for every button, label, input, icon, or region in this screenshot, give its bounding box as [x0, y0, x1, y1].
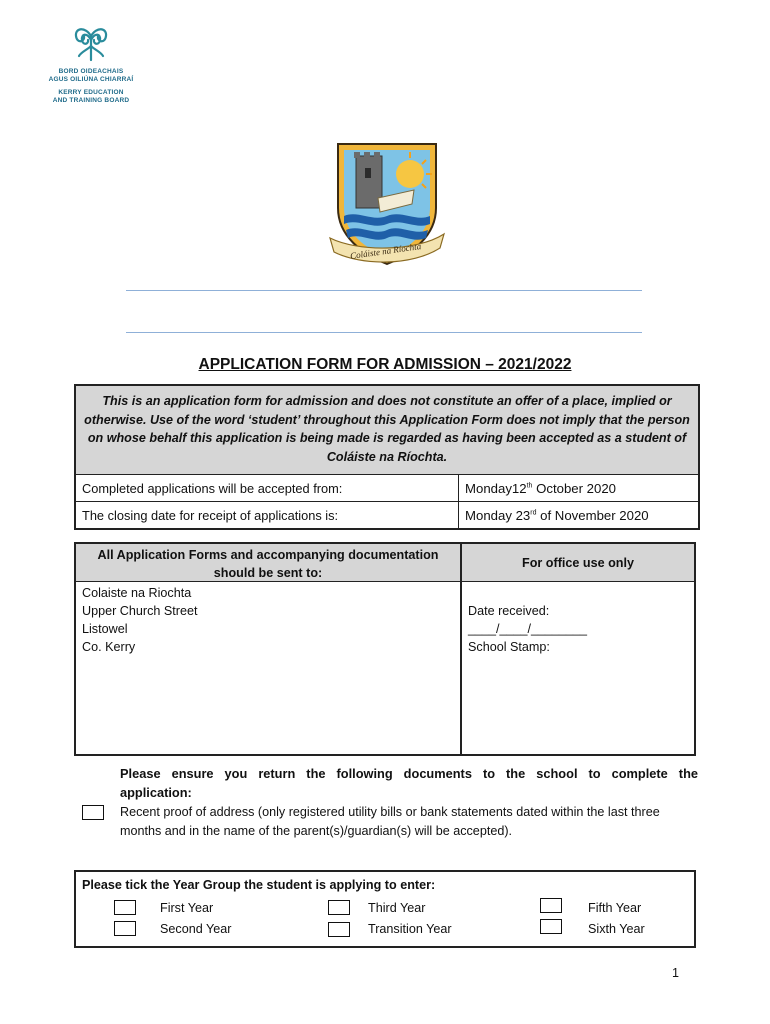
school-crest-icon	[328, 138, 446, 268]
date-suffix: rd	[530, 509, 537, 517]
office-use-column	[462, 544, 694, 754]
date-suffix: th	[526, 482, 533, 490]
documents-heading: Please ensure you return the following documents to the school to complete the application:	[120, 766, 698, 800]
divider-line	[126, 332, 642, 333]
disclaimer-text: This is an application form for admission and does not constitute an offer of a place, implied or otherwise. Use of the word ‘student’ throughout this Application Form does not imply that the person on whose behalf this application is being made is regarded as having been accepted as a student of Coláiste na Ríochta.	[76, 386, 698, 475]
fifth-year-label: Fifth Year	[588, 901, 642, 915]
year-group-table	[74, 870, 696, 948]
date-text: Monday12	[465, 481, 527, 496]
office-use-fields	[462, 582, 694, 656]
page-number: 1	[672, 966, 680, 980]
page-title: APPLICATION FORM FOR ADMISSION – 2021/2022	[198, 356, 572, 373]
sixth-year-label: Sixth Year	[588, 922, 645, 936]
board-name-line: AND TRAINING BOARD	[52, 97, 130, 104]
first-year-label: First Year	[160, 901, 214, 915]
fifth-year-checkbox[interactable]	[540, 898, 562, 913]
date-received-field[interactable]: ____/____/________	[468, 622, 588, 636]
tree-logo-icon	[67, 22, 115, 62]
proof-of-address-checkbox[interactable]	[82, 805, 104, 820]
date-text: of November 2020	[536, 508, 649, 523]
transition-year-checkbox[interactable]	[328, 922, 350, 937]
admission-info-table	[74, 384, 700, 530]
year-group-title: Please tick the Year Group the student is applying to enter:	[82, 878, 436, 892]
board-name-line: AGUS OILIÚNA CHIARRAÍ	[48, 76, 134, 83]
crest-motto: Coláiste na Ríochta	[349, 241, 422, 261]
date-text: October 2020	[532, 481, 617, 496]
table-row	[76, 502, 698, 528]
third-year-checkbox[interactable]	[328, 900, 350, 915]
table-row	[76, 475, 698, 502]
office-use-header: For office use only	[462, 544, 694, 582]
date-text: Monday 23	[465, 508, 531, 523]
send-to-column	[76, 544, 462, 754]
accepted-from-value	[459, 475, 698, 501]
sixth-year-checkbox[interactable]	[540, 919, 562, 934]
closing-date-label: The closing date for receipt of applications is:	[76, 502, 459, 528]
third-year-label: Third Year	[368, 901, 426, 915]
board-name-line: BORD OIDEACHAIS	[58, 68, 124, 75]
send-to-header	[76, 544, 460, 582]
board-logo	[46, 22, 136, 105]
board-name-line: KERRY EDUCATION	[58, 89, 124, 96]
proof-of-address-text: Recent proof of address (only registered utility bills or bank statements dated within the last three months and in the name of the parent(s)/guardian(s) will be accepted).	[120, 805, 660, 838]
closing-date-value	[459, 502, 698, 528]
header-line: All Application Forms and accompanying documentation	[97, 548, 439, 562]
submission-table	[74, 542, 696, 756]
address-line: Upper Church Street	[82, 604, 198, 618]
first-year-checkbox[interactable]	[114, 900, 136, 915]
school-address	[76, 582, 460, 658]
header-line: should be sent to:	[213, 566, 323, 580]
accepted-from-label: Completed applications will be accepted from:	[76, 475, 459, 501]
divider-line	[126, 290, 642, 291]
second-year-checkbox[interactable]	[114, 921, 136, 936]
transition-year-label: Transition Year	[368, 922, 452, 936]
date-received-label: Date received:	[468, 604, 550, 618]
school-stamp-label: School Stamp:	[468, 640, 550, 654]
address-line: Co. Kerry	[82, 640, 136, 654]
address-line: Colaiste na Riochta	[82, 586, 192, 600]
second-year-label: Second Year	[160, 922, 232, 936]
address-line: Listowel	[82, 622, 128, 636]
